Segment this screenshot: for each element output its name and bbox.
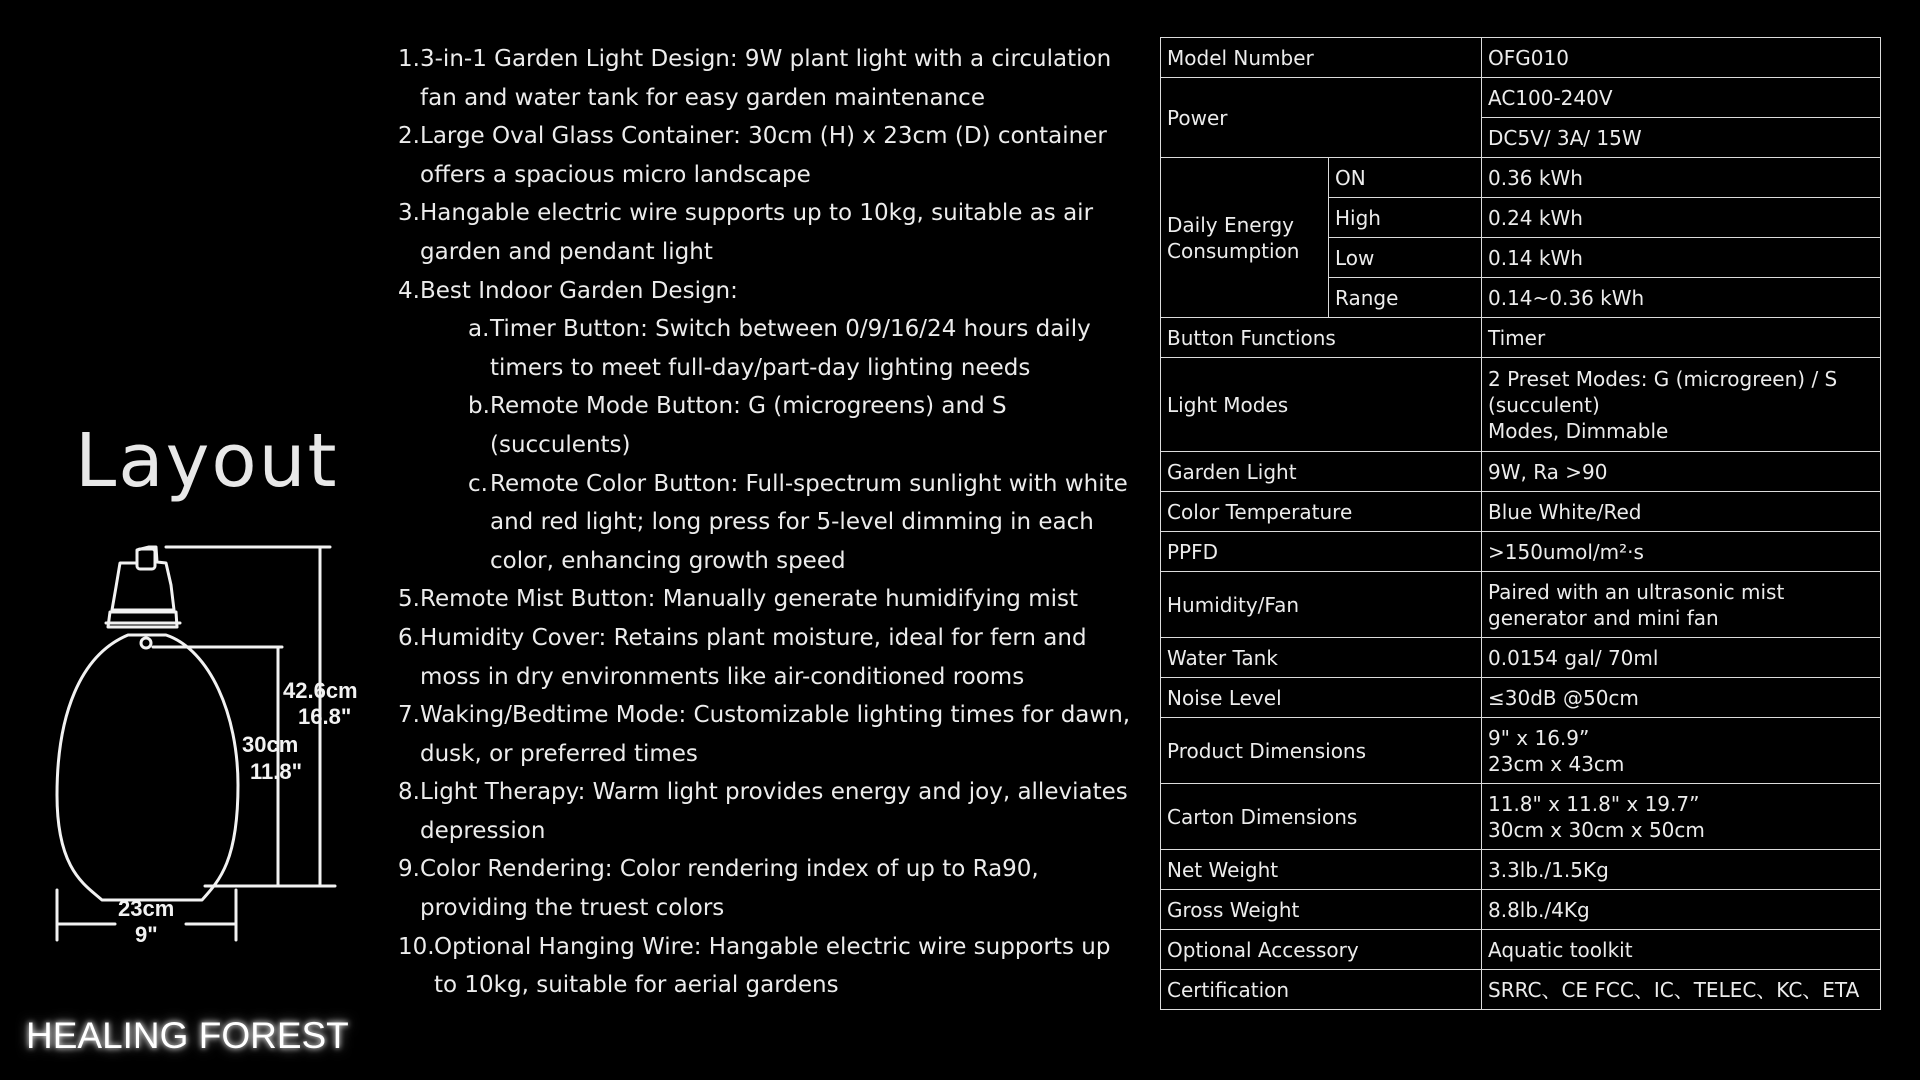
- feature-item: [398, 928, 1138, 1005]
- product-dimension-drawing: [40, 535, 380, 955]
- spec-value-line: 9W, Ra >90: [1488, 459, 1608, 484]
- spec-table: [1160, 37, 1881, 1010]
- feature-text: Best Indoor Garden Design:: [420, 277, 738, 304]
- spec-value-line: 0.0154 gal/ 70ml: [1488, 645, 1659, 670]
- spec-value: [1482, 358, 1881, 452]
- spec-row: [1161, 850, 1881, 890]
- spec-label: Noise Level: [1161, 678, 1482, 718]
- spec-label: PPFD: [1161, 532, 1482, 572]
- spec-value-line: 11.8" x 11.8" x 19.7”: [1488, 791, 1700, 816]
- spec-value-line: Aquatic toolkit: [1488, 937, 1633, 962]
- layout-title: Layout: [75, 418, 339, 504]
- spec-row: [1161, 718, 1881, 784]
- feature-text: Color Rendering: Color rendering index of up to Ra90, providing the truest colors: [420, 856, 1039, 922]
- spec-value: [1482, 572, 1881, 638]
- lamp-screw: [141, 638, 151, 648]
- feature-item: [398, 272, 1138, 581]
- spec-row: [1161, 158, 1881, 198]
- dim-container-in: 11.8": [250, 759, 303, 784]
- feature-text: 3-in-1 Garden Light Design: 9W plant light with a circulation fan and water tank for easy garden maintenance: [420, 46, 1112, 111]
- spec-label: Gross Weight: [1161, 890, 1482, 930]
- feature-text: Humidity Cover: Retains plant moisture, ideal for fern and moss in dry environments like air-conditioned rooms: [420, 624, 1087, 690]
- feature-sublist: [420, 310, 1138, 580]
- spec-row: [1161, 930, 1881, 970]
- feature-number: 7.: [398, 702, 420, 729]
- spec-value-line: 23cm x 43cm: [1488, 751, 1625, 776]
- dim-total-in: 16.8": [298, 704, 352, 729]
- feature-subtext: Remote Mode Button: G (microgreens) and S (succulents): [490, 393, 1007, 458]
- glass-container-outline: [57, 635, 238, 900]
- spec-sublabel: ON: [1329, 158, 1482, 198]
- spec-row: [1161, 678, 1881, 718]
- feature-item: [398, 580, 1138, 619]
- spec-value: [1482, 784, 1881, 850]
- feature-text: Remote Mist Button: Manually generate humidifying mist: [420, 586, 1079, 613]
- dim-total-cm: 42.6cm: [283, 678, 358, 703]
- spec-value: [1482, 678, 1881, 718]
- spec-value: [1482, 890, 1881, 930]
- spec-value-line: ≤30dB @50cm: [1488, 685, 1639, 710]
- lamp-cap-outline: [112, 547, 174, 610]
- spec-label: Garden Light: [1161, 452, 1482, 492]
- feature-text: Waking/Bedtime Mode: Customizable lighting times for dawn, dusk, or preferred times: [420, 702, 1131, 767]
- spec-value-line: 2 Preset Modes: G (microgreen) / S (succulent): [1488, 366, 1838, 417]
- feature-number: 2.: [398, 123, 420, 150]
- spec-row: [1161, 38, 1881, 78]
- spec-value: 0.24 kWh: [1482, 198, 1881, 238]
- spec-row: [1161, 358, 1881, 452]
- spec-row: [1161, 532, 1881, 572]
- spec-value-line: Timer: [1488, 325, 1546, 350]
- feature-subitem: [468, 387, 1138, 464]
- spec-row: [1161, 638, 1881, 678]
- spec-row: [1161, 492, 1881, 532]
- lamp-hook: [137, 549, 155, 569]
- spec-label: Humidity/Fan: [1161, 572, 1482, 638]
- spec-row: [1161, 572, 1881, 638]
- feature-number: 4.: [398, 277, 420, 304]
- feature-item: [398, 194, 1138, 271]
- brand-logo-text: HEALING FOREST: [26, 1015, 349, 1056]
- feature-number: 10.: [398, 933, 435, 960]
- spec-row: [1161, 318, 1881, 358]
- spec-value: [1482, 318, 1881, 358]
- spec-value-line: 8.8lb./4Kg: [1488, 897, 1590, 922]
- feature-subnumber: a.: [468, 316, 490, 343]
- feature-number: 5.: [398, 586, 420, 613]
- spec-label: Certification: [1161, 970, 1482, 1010]
- spec-label: Daily Energy Consumption: [1161, 158, 1329, 318]
- feature-subnumber: c.: [468, 470, 488, 497]
- spec-value: [1482, 970, 1881, 1010]
- spec-value: [1482, 850, 1881, 890]
- spec-value: 0.14~0.36 kWh: [1482, 278, 1881, 318]
- spec-label: Model Number: [1161, 38, 1482, 78]
- feature-number: 3.: [398, 200, 420, 227]
- dim-width-in: 9": [135, 922, 158, 947]
- feature-list: [398, 40, 1138, 1005]
- spec-value: 0.14 kWh: [1482, 238, 1881, 278]
- spec-label: Product Dimensions: [1161, 718, 1482, 784]
- spec-value-line: SRRC、CE FCC、IC、TELEC、KC、ETA: [1488, 977, 1860, 1002]
- spec-value-line: Blue White/Red: [1488, 499, 1642, 524]
- feature-number: 6.: [398, 624, 420, 651]
- feature-item: [398, 40, 1138, 117]
- spec-row: [1161, 78, 1881, 118]
- feature-subnumber: b.: [468, 393, 490, 420]
- spec-label: Light Modes: [1161, 358, 1482, 452]
- spec-value: 0.36 kWh: [1482, 158, 1881, 198]
- spec-sublabel: High: [1329, 198, 1482, 238]
- spec-label: Water Tank: [1161, 638, 1482, 678]
- feature-text: Light Therapy: Warm light provides energy and joy, alleviates depression: [420, 779, 1128, 844]
- spec-label: Carton Dimensions: [1161, 784, 1482, 850]
- spec-value-line: 30cm x 30cm x 50cm: [1488, 817, 1705, 842]
- spec-label: Power: [1161, 78, 1482, 158]
- spec-value: [1482, 718, 1881, 784]
- feature-number: 1.: [398, 46, 420, 72]
- spec-value: [1482, 452, 1881, 492]
- spec-label: Button Functions: [1161, 318, 1482, 358]
- feature-subtext: Timer Button: Switch between 0/9/16/24 hours daily timers to meet full-day/part-day lighting needs: [490, 316, 1091, 381]
- feature-number: 9.: [398, 856, 420, 883]
- feature-item: [398, 619, 1138, 696]
- spec-sublabel: Low: [1329, 238, 1482, 278]
- spec-label: Optional Accessory: [1161, 930, 1482, 970]
- feature-text: Large Oval Glass Container: 30cm (H) x 23cm (D) container offers a spacious micro landscape: [420, 123, 1107, 188]
- spec-value-line: Paired with an ultrasonic mist generator and mini fan: [1488, 579, 1785, 630]
- feature-subtext: Remote Color Button: Full-spectrum sunlight with white and red light; long press for 5-level dimming in each color, enhancing growth speed: [490, 470, 1128, 574]
- spec-value: DC5V/ 3A/ 15W: [1482, 118, 1881, 158]
- spec-value: [1482, 638, 1881, 678]
- spec-value-line: >150umol/m²·s: [1488, 539, 1644, 564]
- spec-sublabel: Range: [1329, 278, 1482, 318]
- spec-value: [1482, 532, 1881, 572]
- feature-text: Hangable electric wire supports up to 10kg, suitable as air garden and pendant light: [420, 200, 1094, 265]
- feature-subitem: [468, 310, 1138, 387]
- spec-row: [1161, 452, 1881, 492]
- spec-row: [1161, 970, 1881, 1010]
- spec-label: Color Temperature: [1161, 492, 1482, 532]
- spec-value: AC100-240V: [1482, 78, 1881, 118]
- feature-item: [398, 850, 1138, 927]
- spec-row: [1161, 784, 1881, 850]
- spec-value-line: 9" x 16.9”: [1488, 725, 1590, 750]
- dim-container-cm: 30cm: [242, 732, 299, 757]
- spec-value-line: 3.3lb./1.5Kg: [1488, 857, 1609, 882]
- spec-value: OFG010: [1482, 38, 1881, 78]
- spec-label: Net Weight: [1161, 850, 1482, 890]
- spec-row: [1161, 890, 1881, 930]
- dim-width-cm: 23cm: [118, 896, 175, 921]
- lamp-collar: [108, 612, 177, 627]
- feature-text: Optional Hanging Wire: Hangable electric wire supports up to 10kg, suitable for aerial gardens: [434, 933, 1111, 999]
- feature-subitem: [468, 465, 1138, 581]
- feature-item: [398, 117, 1138, 194]
- feature-number: 8.: [398, 779, 420, 806]
- feature-item: [398, 773, 1138, 850]
- spec-value: [1482, 930, 1881, 970]
- feature-item: [398, 696, 1138, 773]
- spec-value: [1482, 492, 1881, 532]
- spec-value-line: Modes, Dimmable: [1488, 418, 1669, 443]
